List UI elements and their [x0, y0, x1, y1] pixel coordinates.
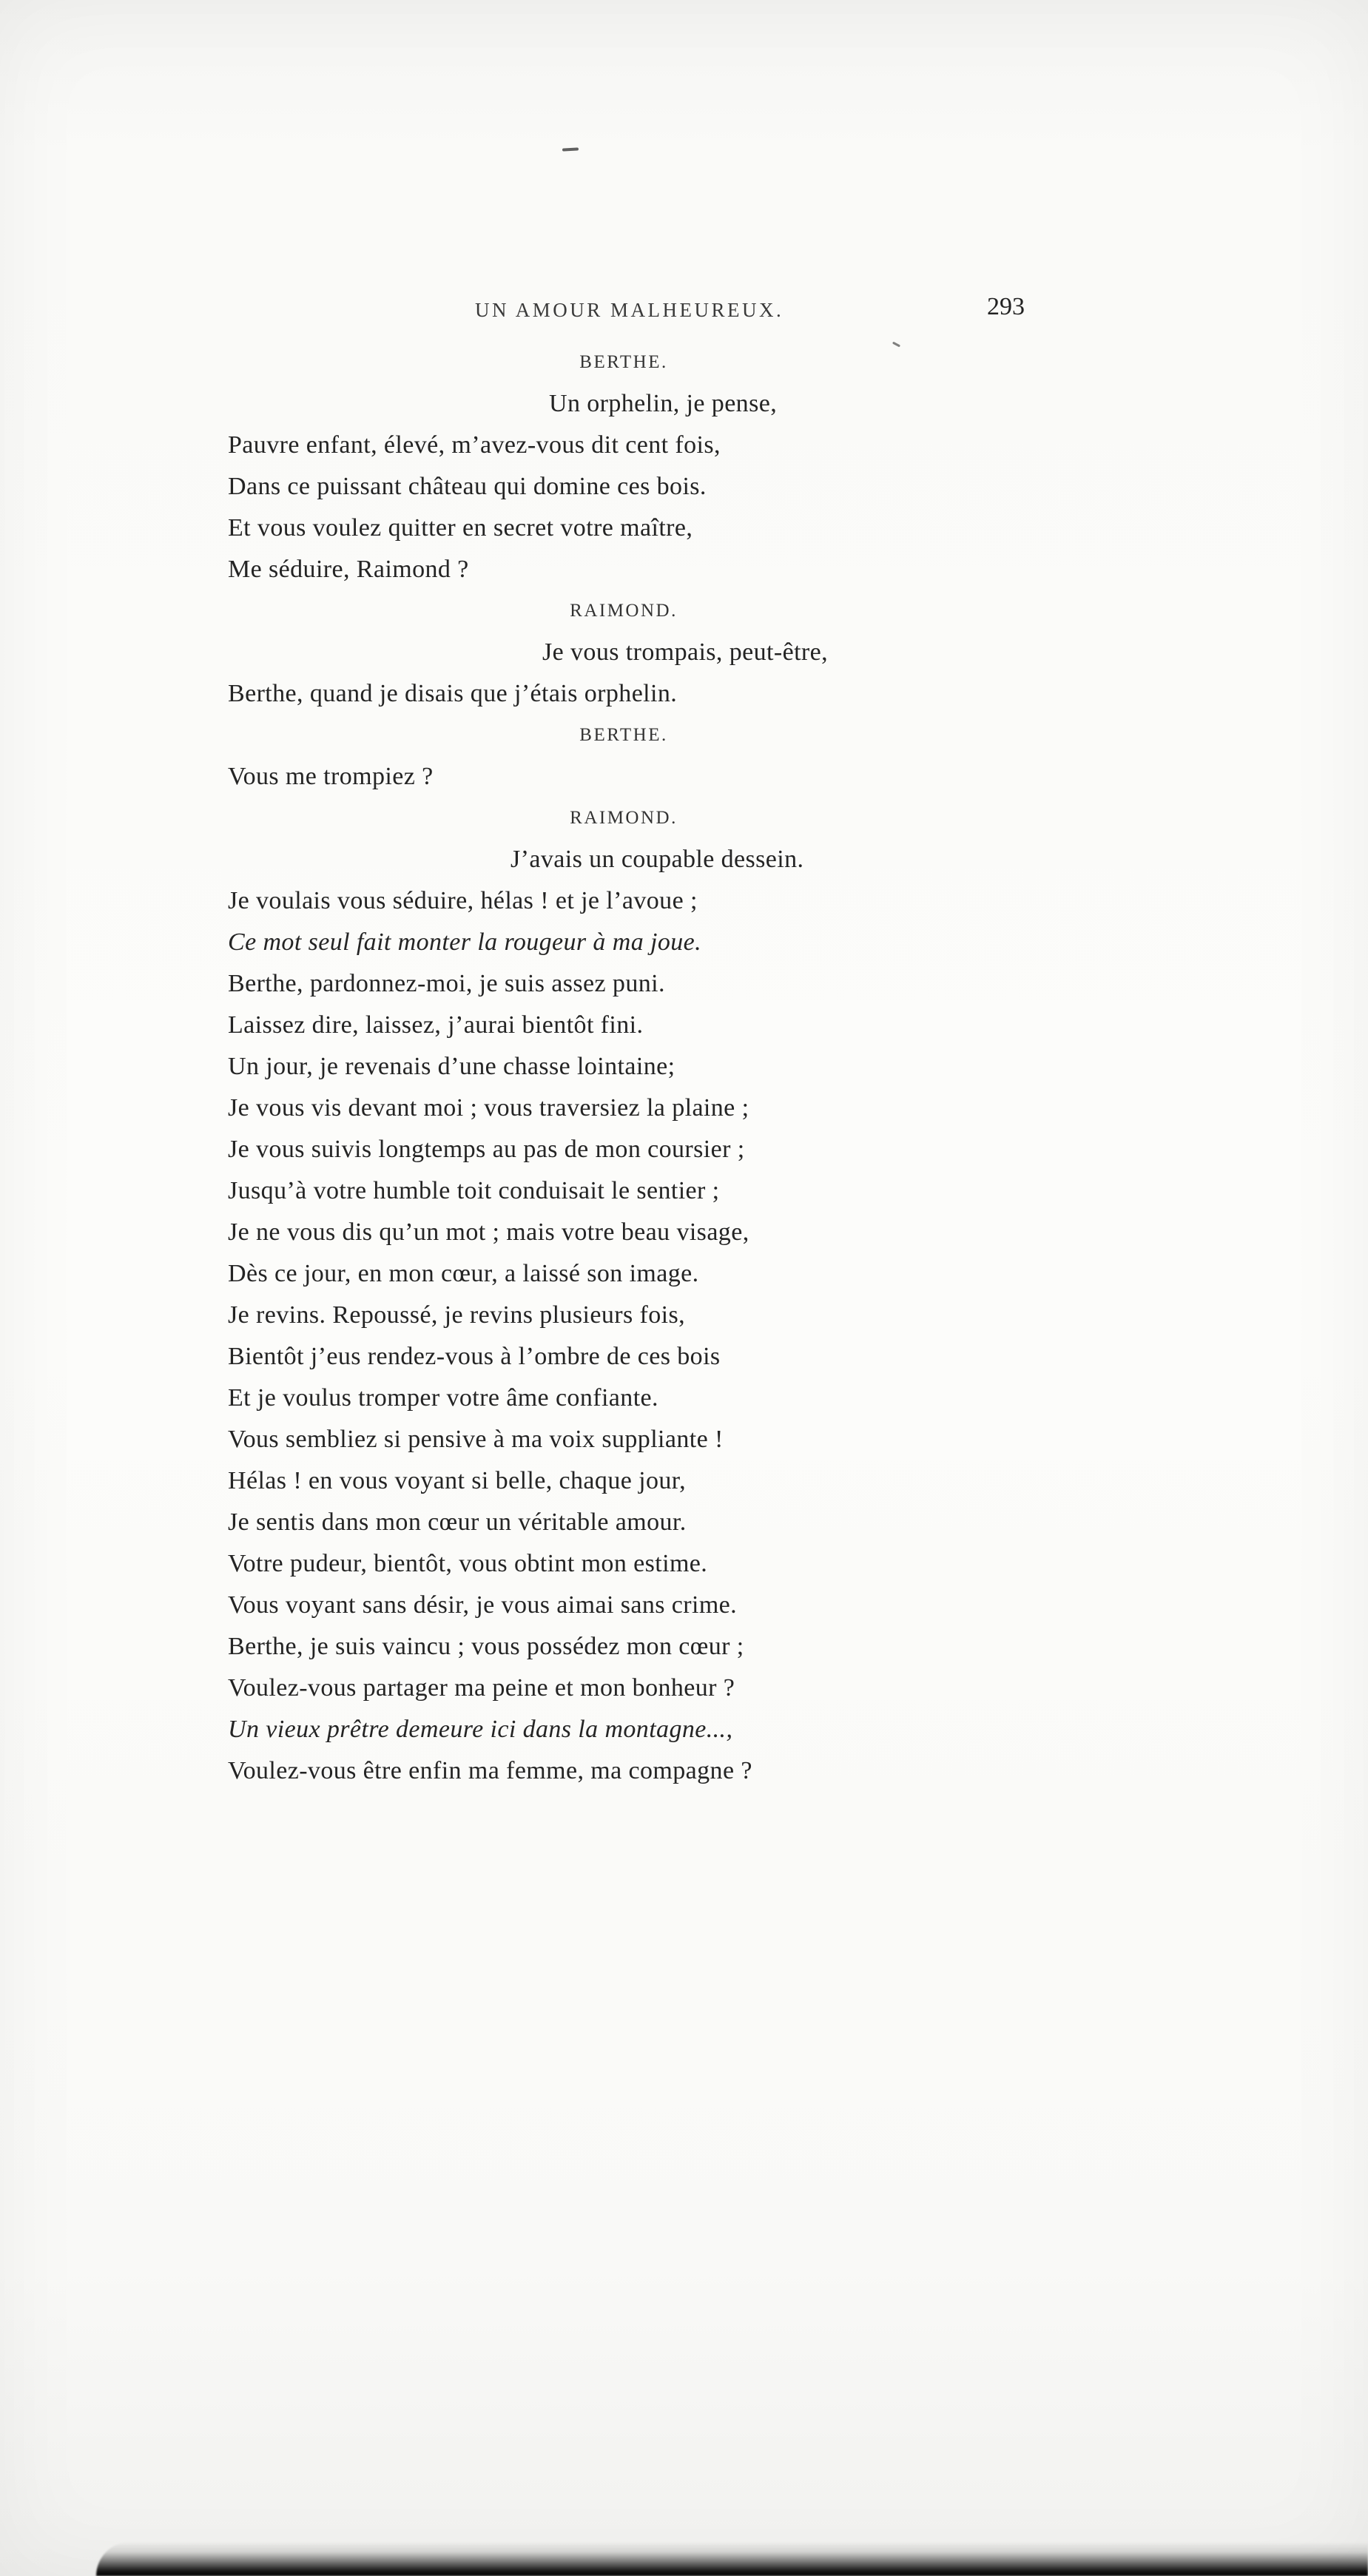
verse-line: Dès ce jour, en mon cœur, a laissé son image.: [228, 1260, 699, 1287]
verse-line: Pauvre enfant, élevé, m’avez-vous dit cent fois,: [228, 431, 721, 459]
verse-line: Votre pudeur, bientôt, vous obtint mon estime.: [228, 1550, 708, 1577]
verse-line: Je voulais vous séduire, hélas ! et je l’avoue ;: [228, 887, 698, 914]
verse-line: Berthe, quand je disais que j’étais orphelin.: [228, 680, 678, 707]
speaker-label: RAIMOND.: [570, 601, 678, 621]
verse-line: Hélas ! en vous voyant si belle, chaque jour,: [228, 1467, 687, 1494]
verse-line: Vous me trompiez ?: [228, 763, 434, 790]
verse-line: Voulez-vous être enfin ma femme, ma compagne ?: [228, 1757, 752, 1784]
verse-line: Me séduire, Raimond ?: [228, 556, 469, 583]
verse-line: Ce mot seul fait monter la rougeur à ma joue.: [228, 928, 702, 956]
speaker-label: BERTHE.: [579, 352, 668, 372]
speaker-label: RAIMOND.: [570, 808, 678, 828]
scan-edge-shadow: [96, 2542, 1368, 2576]
verse-text-block: [228, 342, 953, 1792]
verse-line: Un vieux prêtre demeure ici dans la montagne...,: [228, 1716, 733, 1743]
ink-mark: [562, 147, 579, 151]
verse-line: Laissez dire, laissez, j’aurai bientôt fini.: [228, 1011, 644, 1039]
verse-line: Je ne vous dis qu’un mot ; mais votre beau visage,: [228, 1218, 749, 1246]
verse-line: Jusqu’à votre humble toit conduisait le sentier ;: [228, 1177, 720, 1204]
verse-line: Et vous voulez quitter en secret votre maître,: [228, 514, 693, 542]
verse-line: J’avais un coupable dessein.: [511, 846, 804, 873]
verse-line: Un orphelin, je pense,: [549, 390, 778, 417]
verse-line: Voulez-vous partager ma peine et mon bonheur ?: [228, 1674, 735, 1702]
verse-line: Un jour, je revenais d’une chasse lointaine;: [228, 1053, 675, 1080]
verse-line: Bientôt j’eus rendez-vous à l’ombre de ces bois: [228, 1343, 721, 1370]
verse-line: Berthe, pardonnez-moi, je suis assez puni.: [228, 970, 665, 997]
verse-line: Je vous suivis longtemps au pas de mon coursier ;: [228, 1136, 745, 1163]
verse-line: Je sentis dans mon cœur un véritable amour.: [228, 1508, 687, 1536]
verse-line: Je revins. Repoussé, je revins plusieurs fois,: [228, 1301, 686, 1329]
running-title: UN AMOUR MALHEUREUX.: [475, 299, 784, 321]
verse-line: Vous voyant sans désir, je vous aimai sans crime.: [228, 1591, 738, 1619]
verse-line: Vous sembliez si pensive à ma voix suppliante !: [228, 1426, 724, 1453]
verse-line: Dans ce puissant château qui domine ces bois.: [228, 473, 707, 500]
verse-line: Berthe, je suis vaincu ; vous possédez mon cœur ;: [228, 1633, 744, 1660]
speaker-label: BERTHE.: [579, 725, 668, 745]
verse-line: Et je voulus tromper votre âme confiante.: [228, 1384, 658, 1412]
verse-line: Je vous vis devant moi ; vous traversiez la plaine ;: [228, 1094, 749, 1122]
page-number: 293: [987, 293, 1025, 320]
verse-line: Je vous trompais, peut-être,: [542, 638, 829, 666]
